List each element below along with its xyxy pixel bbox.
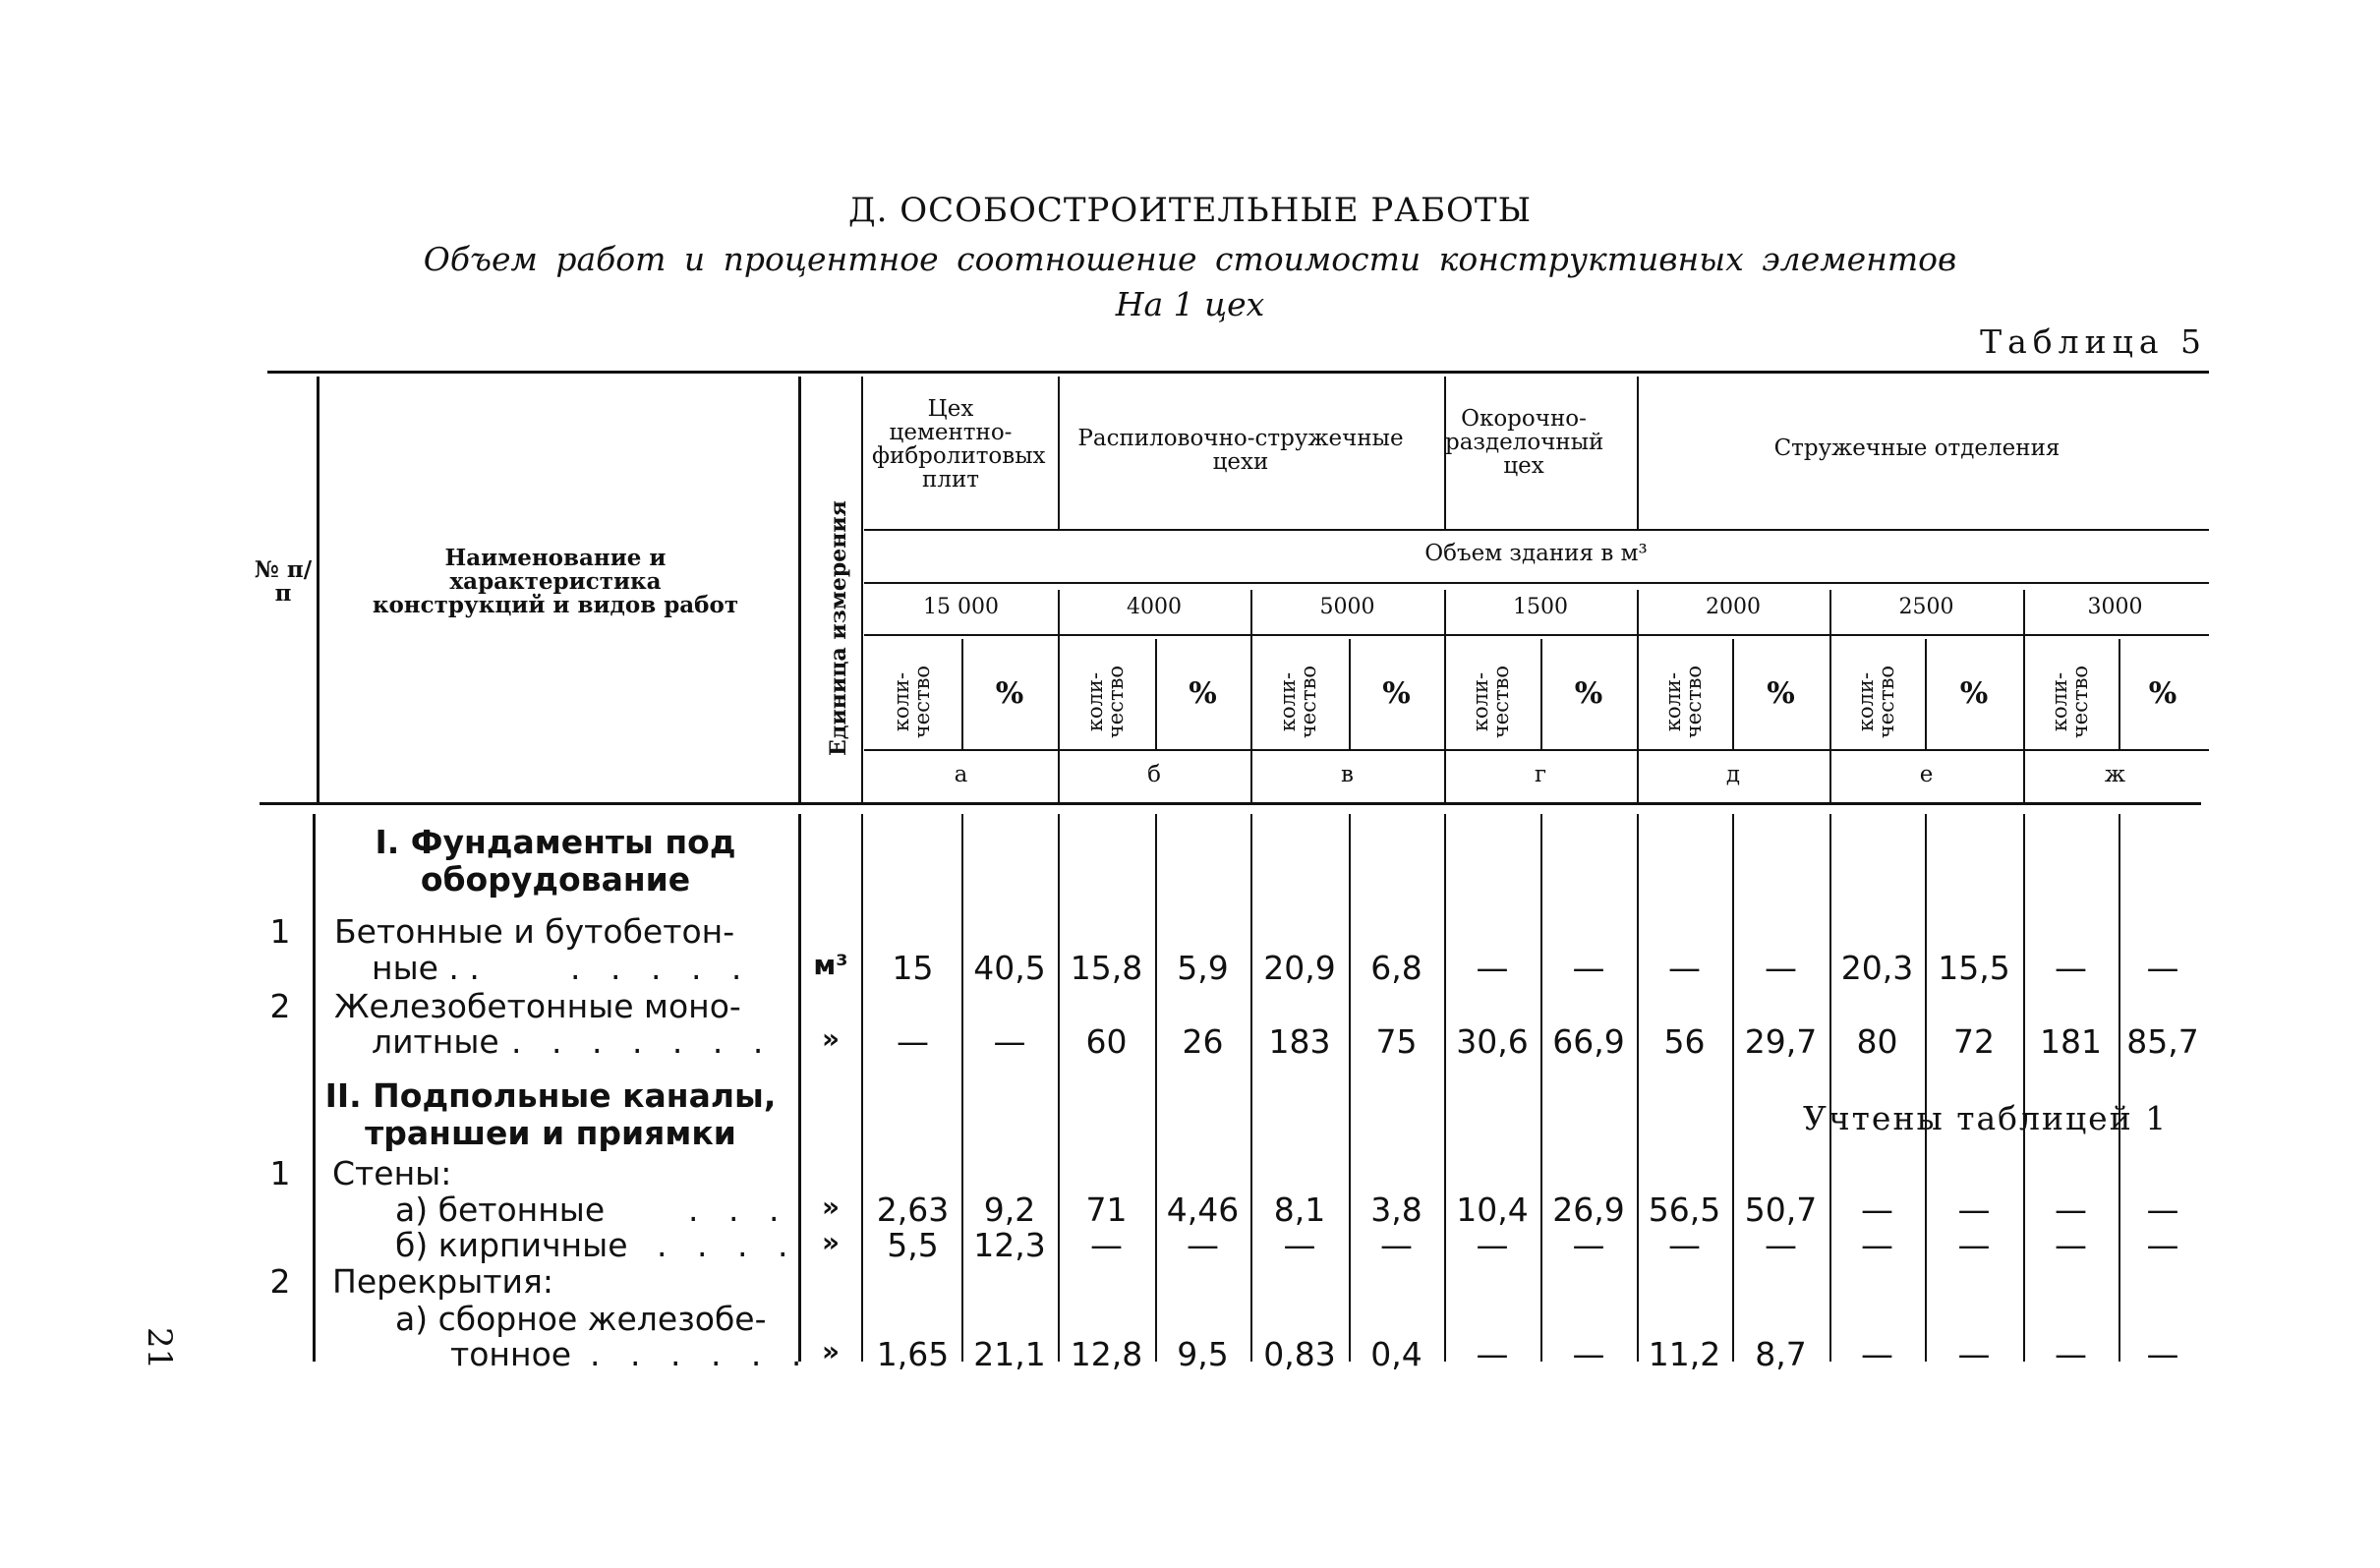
header-group-rule [864, 529, 2209, 531]
table-cell: 12,8 [1070, 1335, 1143, 1373]
page-number: 21 [140, 1327, 179, 1370]
section-2-note: Учтены таблицей 1 [1803, 1099, 2169, 1137]
row-name: Бетонные и бутобетон- [334, 912, 735, 951]
group-header-cement: Цех цементно-фибролитовых плит [872, 396, 1046, 493]
pct-label: % [2148, 676, 2177, 711]
column-letter: в [1341, 762, 1354, 787]
qty-label: коли- чество [1853, 665, 1898, 739]
col-number-header: № п/п [254, 556, 313, 607]
pct-label: % [1189, 676, 1217, 711]
table-cell: — [1861, 1191, 1893, 1229]
row-number: 1 [269, 912, 291, 951]
table-cell: 9,5 [1177, 1335, 1229, 1373]
table-cell: — [2055, 949, 2087, 987]
col-rule [313, 814, 316, 1362]
table-cell: 11,2 [1648, 1335, 1721, 1373]
row-name: а) бетонные [395, 1191, 606, 1229]
table-cell: — [2055, 1335, 2087, 1373]
section-title: Д. ОСОБОСТРОИТЕЛЬНЫЕ РАБОТЫ [847, 191, 1533, 230]
volume-rule [864, 582, 2209, 584]
table-cell: 15,8 [1070, 949, 1143, 987]
col-rule [1444, 814, 1446, 1362]
table-top-rule [267, 371, 2209, 374]
table-cell: 183 [1268, 1022, 1331, 1061]
table-cell: 20,3 [1840, 949, 1914, 987]
table-cell: 10,4 [1456, 1191, 1529, 1229]
row-name: Стены: [332, 1154, 452, 1192]
pct-label: % [1767, 676, 1795, 711]
table-cell: 8,1 [1273, 1191, 1326, 1229]
table-cell: 71 [1085, 1191, 1128, 1229]
table-cell: — [1957, 1335, 1991, 1373]
col-rule [1637, 814, 1639, 1362]
group-header-debarking: Окорочно-разделочный цех [1445, 406, 1604, 479]
column-letter: е [1919, 762, 1934, 787]
col-rule [1829, 814, 1831, 1362]
row-name: Перекрытия: [332, 1262, 553, 1301]
table-cell: — [1765, 1226, 1797, 1264]
table-cell: 5,9 [1177, 949, 1229, 987]
volume-value: 1500 [1513, 595, 1568, 619]
table-cell: — [1572, 949, 1605, 987]
table-subtitle: Объем работ и процентное соотношение стоимости конструктивных элементов [423, 240, 1957, 278]
table-cell: — [1476, 949, 1509, 987]
table-cell: — [2146, 1191, 2179, 1229]
table-cell: — [897, 1022, 929, 1061]
subcol-rule [1540, 814, 1542, 1362]
subcol-rule [1349, 814, 1351, 1362]
leader-dots: . . . . . [570, 949, 752, 987]
group-rule [1058, 377, 1060, 529]
row-number: 1 [269, 1154, 291, 1192]
table-cell: 75 [1375, 1022, 1418, 1061]
table-cell: 1,65 [876, 1335, 950, 1373]
leader-dots: . . . . . . . [511, 1022, 774, 1061]
row-name-cont: ные . . [372, 949, 480, 987]
table-cell: 15,5 [1938, 949, 2010, 987]
table-cell: 21,1 [973, 1335, 1046, 1373]
leader-dots: . . . [688, 1191, 789, 1229]
row-number: 2 [269, 987, 291, 1025]
table-cell: — [1283, 1226, 1316, 1264]
group-header-sawmill: Распиловочно-стружечные цехи [1077, 426, 1404, 475]
col-rule [861, 377, 863, 802]
qty-label: коли- чество [1082, 665, 1128, 739]
unit-cell: » [821, 1226, 841, 1258]
table-cell: 181 [2040, 1022, 2102, 1061]
unit-cell: » [821, 1191, 841, 1223]
table-cell: 9,2 [983, 1191, 1036, 1229]
table-cell: 4,46 [1166, 1191, 1240, 1229]
table-cell: — [2146, 1226, 2179, 1264]
table-cell: — [2055, 1226, 2087, 1264]
table-cell: — [1861, 1335, 1893, 1373]
table-cell: — [1957, 1191, 1991, 1229]
table-cell: — [1765, 949, 1797, 987]
row-name: а) сборное железобе- [395, 1300, 767, 1338]
table-cell: 66,9 [1552, 1022, 1625, 1061]
col-rule [861, 814, 863, 1362]
table-cell: 15 [892, 949, 934, 987]
table-cell: — [2146, 1335, 2179, 1373]
table-cell: — [1187, 1226, 1219, 1264]
table-cell: 72 [1953, 1022, 1995, 1061]
col-rule [2023, 814, 2025, 1362]
table-cell: 0,83 [1263, 1335, 1336, 1373]
table-cell: 30,6 [1456, 1022, 1529, 1061]
col-name-header: Наименование и характеристика конструкций и видов работ [372, 545, 739, 618]
table-cell: 26,9 [1552, 1191, 1625, 1229]
column-letter: д [1725, 762, 1741, 787]
volume-value: 2500 [1898, 595, 1954, 619]
row-name: Железобетонные моно- [334, 987, 741, 1025]
row-name-cont: тонное [450, 1335, 572, 1373]
section-2-title: II. Подпольные каналы, траншеи и приямки [324, 1076, 777, 1152]
subheader-rule [864, 749, 2209, 751]
leader-dots: . . . . [657, 1226, 798, 1264]
table-cell: 8,7 [1755, 1335, 1807, 1373]
pct-label: % [1959, 676, 1989, 711]
table-cell: — [1476, 1226, 1509, 1264]
pct-label: % [1382, 676, 1411, 711]
per-unit-caption: На 1 цех [1115, 285, 1265, 323]
column-letter: ж [2104, 762, 2126, 787]
col-rule [1058, 814, 1060, 1362]
table-cell: 56 [1663, 1022, 1706, 1061]
table-cell: — [993, 1022, 1026, 1061]
table-cell: — [1861, 1226, 1893, 1264]
table-cell: — [1476, 1335, 1509, 1373]
unit-cell: » [821, 1022, 841, 1055]
subcol-rule [1925, 814, 1927, 1362]
table-cell: 26 [1182, 1022, 1224, 1061]
qty-label: коли- чество [1276, 665, 1320, 739]
qty-label: коли- чество [1660, 665, 1706, 739]
table-cell: — [1668, 949, 1701, 987]
table-cell: 20,9 [1263, 949, 1336, 987]
volume-values-rule [864, 634, 2209, 636]
table-cell: 2,63 [876, 1191, 950, 1229]
table-cell: 29,7 [1744, 1022, 1818, 1061]
col-rule [798, 814, 801, 1362]
table-cell: 3,8 [1370, 1191, 1422, 1229]
subcol-rule [1732, 814, 1734, 1362]
unit-cell: м³ [813, 949, 848, 981]
group-rule [1637, 377, 1639, 529]
volume-value: 2000 [1706, 595, 1761, 619]
table-cell: — [1090, 1226, 1123, 1264]
table-cell: 50,7 [1744, 1191, 1818, 1229]
volume-value: 4000 [1127, 595, 1182, 619]
unit-cell: » [821, 1335, 841, 1367]
table-cell: 5,5 [887, 1226, 939, 1264]
table-cell: 6,8 [1370, 949, 1422, 987]
volume-value: 15 000 [923, 595, 999, 619]
group-header-chips: Стружечные отделения [1773, 436, 2061, 461]
table-cell: 0,4 [1370, 1335, 1422, 1373]
row-name-cont: литные [372, 1022, 499, 1061]
col-rule [798, 377, 801, 802]
table-cell: 80 [1856, 1022, 1898, 1061]
pct-label: % [1574, 676, 1603, 711]
column-letter: б [1147, 762, 1161, 787]
subcol-rule [1155, 814, 1157, 1362]
table-cell: 56,5 [1648, 1191, 1721, 1229]
section-1-title: I. Фундаменты под оборудование [375, 823, 736, 899]
qty-label: коли- чество [1469, 665, 1513, 739]
qty-label: коли- чество [2047, 665, 2092, 739]
table-cell: — [1380, 1226, 1413, 1264]
subcol-rule [961, 814, 963, 1362]
table-cell: — [2146, 949, 2179, 987]
volume-value: 5000 [1319, 595, 1375, 619]
subcol-rule [2119, 814, 2120, 1362]
table-cell: — [1572, 1226, 1605, 1264]
volume-value: 3000 [2087, 595, 2143, 619]
table-cell: 12,3 [973, 1226, 1046, 1264]
leader-dots: . . . . . . [590, 1335, 812, 1373]
header-bottom-rule [260, 802, 2201, 805]
table-cell: — [1957, 1226, 1991, 1264]
column-letter: г [1534, 762, 1547, 787]
row-name: б) кирпичные [395, 1226, 628, 1264]
pct-label: % [995, 676, 1024, 711]
table-cell: 40,5 [973, 949, 1046, 987]
table-cell: — [2055, 1191, 2087, 1229]
table-cell: — [1668, 1226, 1701, 1264]
table-cell: — [1572, 1335, 1605, 1373]
row-number: 2 [269, 1262, 291, 1301]
qty-label: коли- чество [889, 665, 934, 739]
volume-header: Объем здания в м³ [1424, 541, 1648, 566]
table-cell: 85,7 [2126, 1022, 2199, 1061]
col-rule [317, 377, 319, 802]
column-letter: а [954, 762, 968, 787]
table-cell: 60 [1085, 1022, 1128, 1061]
col-rule [1250, 814, 1252, 1362]
table-label: Таблица 5 [1980, 322, 2207, 361]
col-unit-header: Единица измерения [826, 500, 851, 756]
